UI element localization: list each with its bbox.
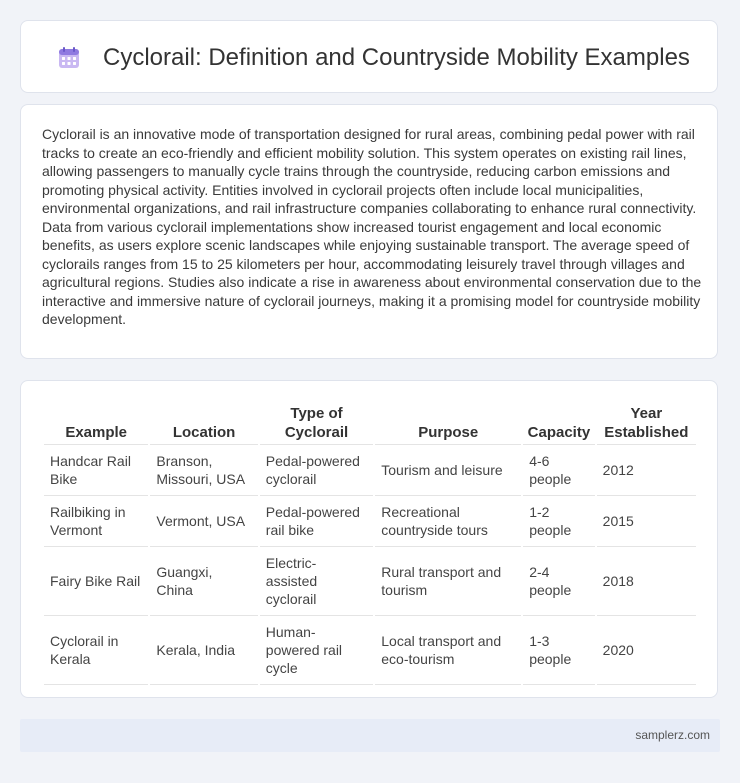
table-cell: Cyclorail in Kerala [44,616,148,685]
page-title: Cyclorail: Definition and Countryside Mobility Examples [103,44,690,71]
table-cell: 2015 [597,496,696,547]
table-row [44,616,696,685]
table-cell: Railbiking in Vermont [44,496,148,547]
table-cell: 1-2 people [523,496,594,547]
table-cell: 4-6 people [523,445,594,496]
table-cell: Human-powered rail cycle [260,616,373,685]
column-header: Type of Cyclorail [260,402,373,445]
column-header: Example [44,402,148,445]
table-header-row [44,402,696,445]
table-cell: Pedal-powered cyclorail [260,445,373,496]
column-header: Year Established [597,402,696,445]
footer [20,719,720,752]
table-cell: 1-3 people [523,616,594,685]
column-header: Capacity [523,402,594,445]
table-cell: Guangxi, China [150,547,257,616]
examples-table [42,402,698,685]
table-cell: Branson, Missouri, USA [150,445,257,496]
table-cell: Fairy Bike Rail [44,547,148,616]
table-cell: 2012 [597,445,696,496]
table-cell: Vermont, USA [150,496,257,547]
table-cell: 2020 [597,616,696,685]
intro-card [20,104,718,359]
table-cell: Tourism and leisure [375,445,521,496]
table-cell: Kerala, India [150,616,257,685]
table-cell: 2018 [597,547,696,616]
footer-site-link[interactable]: samplerz.com [635,728,710,742]
examples-table-card [20,380,718,698]
table-cell: 2-4 people [523,547,594,616]
table-row [44,445,696,496]
table-row [44,496,696,547]
calendar-icon [57,46,81,70]
table-row [44,547,696,616]
intro-paragraph: Cyclorail is an innovative mode of transportation designed for rural areas, combining pedal power with rail tracks to create an eco-friendly and efficient mobility solution. This system operates on existing rail lines, allowing passengers to manually cycle trains through the countryside, reducing carbon emissions and promoting physical activity. Entities involved in cyclorail projects often include local municipalities, environmental organizations, and rail infrastructure companies collaborating to enhance rural connectivity. Data from various cyclorail implementations show increased tourist engagement and local economic benefits, as users explore scenic landscapes while enjoying sustainable transport. The average speed of cyclorails ranges from 15 to 25 kilometers per hour, accommodating leisurely travel through villages and agricultural regions. Studies also indicate a rise in awareness about environmental conservation due to the interactive and immersive nature of cyclorail journeys, making it a promising model for countryside mobility development. [42,126,702,327]
table-cell: Recreational countryside tours [375,496,521,547]
header-card [20,20,718,93]
table-cell: Handcar Rail Bike [44,445,148,496]
table-cell: Rural transport and tourism [375,547,521,616]
table-cell: Local transport and eco-tourism [375,616,521,685]
table-cell: Pedal-powered rail bike [260,496,373,547]
table-cell: Electric-assisted cyclorail [260,547,373,616]
column-header: Purpose [375,402,521,445]
column-header: Location [150,402,257,445]
